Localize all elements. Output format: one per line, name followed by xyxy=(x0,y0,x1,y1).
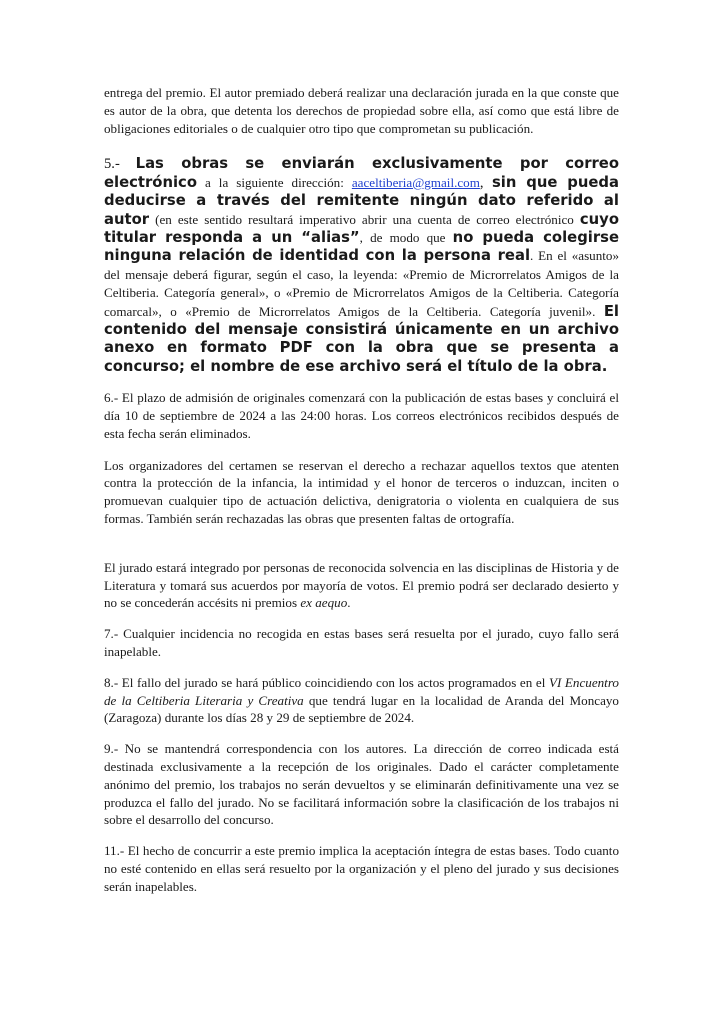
paragraph-9-correspondence: 9.- No se mantendrá correspondencia con los autores. La dirección de correo indicada está destinada exclusivamente a la recepción de los originales. Dado el carácter completamente anónimo del premio, los trabajos no serán devueltos y se eliminarán definitivamente una vez se produzca el fallo del jurado. No se facilitará información sobre la clasificación de los trabajos ni sobre el desarrollo del concurso. xyxy=(104,741,619,828)
text-segment: 8.- El fallo del jurado se hará público coincidiendo con los actos programados en el xyxy=(104,674,549,690)
bold-text-alias: cuyo titular responda a un “alias” xyxy=(104,210,619,247)
text-segment: . xyxy=(347,595,351,611)
paragraph-8-verdict xyxy=(104,674,619,727)
bold-text-pdf-attachment: El contenido del mensaje consistirá únicamente en un archivo anexo en formato PDF con la obra que se presenta a concurso; el nombre de ese archivo será el título de la obra. xyxy=(104,302,619,375)
text-segment: El jurado estará integrado por personas de reconocida solvencia en las disciplinas de Historia y de Literatura y tomará sus acuerdos por mayoría de votos. El premio podrá ser declarado desierto y no se concederán accésits ni premios xyxy=(104,559,619,611)
paragraph-11-acceptance: 11.- El hecho de concurrir a este premio implica la aceptación íntegra de estas bases. Todo cuanto no esté contenido en ellas será resuelto por la organización y el pleno del jurado y sus decisiones serán inapelables. xyxy=(104,843,619,894)
paragraph-prize-declaration: entrega del premio. El autor premiado deberá realizar una declaración jurada en la que conste que es autor de la obra, que detenta los derechos de propiedad sobre ella, así como que está libre de obligaciones editoriales o de cualquier otro tipo que comprometan su publicación. xyxy=(104,85,619,136)
bold-text-email-only: Las obras se enviarán exclusivamente por correo electrónico xyxy=(104,155,619,191)
paragraph-jury xyxy=(104,559,619,612)
text-segment: , de modo que xyxy=(359,230,453,246)
text-segment: . En el «asunto» del mensaje deberá figurar, según el caso, la leyenda: «Premio de Microrrelatos Amigos de la Celtiberia. Categoría general», o «Premio de Microrrelatos Amigos de la Celtiberia. Categoría comarcal», o «Premio de Microrrelatos Amigos de la Celtiberia. Categoría juvenil». xyxy=(104,248,619,319)
italic-text-ex-aequo: ex aequo xyxy=(300,595,348,611)
italic-text-event-name: VI Encuentro de la Celtiberia Literaria y Creativa xyxy=(104,674,619,708)
bold-text-no-identity: no pueda colegirse ninguna relación de identidad con la persona real xyxy=(104,229,620,265)
paragraph-number: 5.- xyxy=(104,156,136,173)
text-segment: , xyxy=(479,174,492,191)
text-segment: a la siguiente dirección: xyxy=(197,174,352,190)
email-link[interactable]: aaceltiberia@gmail.com xyxy=(351,174,480,190)
paragraph-6-deadline: 6.- El plazo de admisión de originales comenzará con la publicación de estas bases y concluirá el día 10 de septiembre de 2024 a las 24:00 horas. Los correos electrónicos recibidos después de esta fecha serán eliminados. xyxy=(104,390,619,441)
bold-text-anonymous-sender: sin que pueda deducirse a través del remitente ningún dato referido al autor xyxy=(104,173,619,228)
paragraph-5-submission xyxy=(104,155,619,376)
paragraph-organizers-rights: Los organizadores del certamen se reservan el derecho a rechazar aquellos textos que atenten contra la protección de la infancia, la intimidad y el honor de terceros o induzcan, inciten o promuevan cualquier tipo de actuación delictiva, denigratoria o violenta en cualquiera de sus formas. También serán rechazadas las obras que presenten faltas de ortografía. xyxy=(104,457,619,527)
paragraph-7-incidents: 7.- Cualquier incidencia no recogida en estas bases será resuelta por el jurado, cuyo fallo será inapelable. xyxy=(104,626,619,660)
text-segment: (en este sentido resultará imperativo abrir una cuenta de correo electrónico xyxy=(149,211,580,227)
text-segment: que tendrá lugar en la localidad de Aranda del Moncayo (Zaragoza) durante los días 28 y 29 de septiembre de 2024. xyxy=(104,692,619,726)
